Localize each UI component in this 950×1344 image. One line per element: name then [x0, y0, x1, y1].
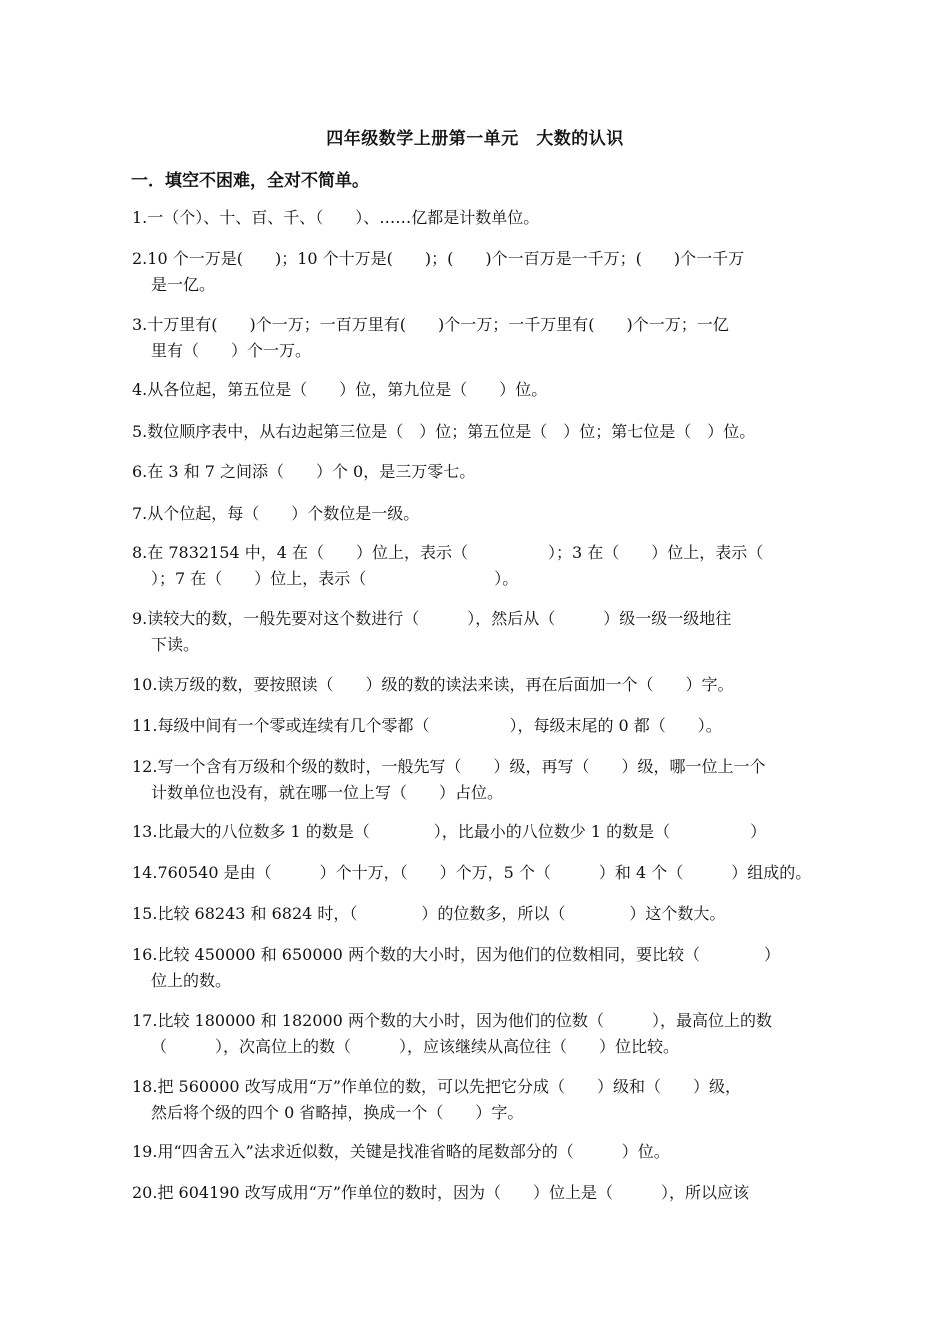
question-20: 20.把 604190 改写成用“万”作单位的数时，因为（ ）位上是（ ），所以应该 [132, 1183, 750, 1202]
question-2: 2.10 个一万是( )；10 个十万是( )；( )个一百万是一千万；( )个一千万 是一亿。 [132, 249, 745, 294]
question-9: 9.读较大的数，一般先要对这个数进行（ ），然后从（ ）级一级一级地往 下读。 [132, 609, 732, 654]
question-13: 13.比最大的八位数多 1 的数是（ ），比最小的八位数少 1 的数是（ ） [132, 822, 767, 841]
question-12: 12.写一个含有万级和个级的数时，一般先写（ ）级，再写（ ）级，哪一位上一个 计数单位也没有，就在哪一位上写（ ）占位。 [132, 757, 766, 802]
question-6: 6.在 3 和 7 之间添（ ）个 0，是三万零七。 [132, 462, 476, 481]
question-4: 4.从各位起，第五位是（ ）位，第九位是（ ）位。 [132, 380, 548, 399]
question-16: 16.比较 450000 和 650000 两个数的大小时，因为他们的位数相同，要比较（ ） 位上的数。 [132, 945, 780, 990]
page-title: 四年级数学上册第一单元 大数的认识 [326, 129, 624, 149]
question-18: 18.把 560000 改写成用“万”作单位的数，可以先把它分成（ ）级和（ ）级， 然后将个级的四个 0 省略掉，换成一个（ ）字。 [132, 1077, 742, 1122]
question-11: 11.每级中间有一个零或连续有几个零都（ ），每级末尾的 0 都（ ）。 [132, 716, 722, 735]
question-17: 17.比较 180000 和 182000 两个数的大小时，因为他们的位数（ ），最高位上的数 （ ），次高位上的数（ ），应该继续从高位往（ ）位比较。 [132, 1011, 772, 1056]
question-10: 10.读万级的数，要按照读（ ）级的数的读法来读，再在后面加一个（ ）字。 [132, 675, 734, 694]
question-8: 8.在 7832154 中，4 在（ ）位上，表示（ ）；3 在（ ）位上，表示（ ）；7 在（ ）位上，表示（ ）。 [132, 543, 764, 588]
question-15: 15.比较 68243 和 6824 时，（ ）的位数多，所以（ ）这个数大。 [132, 904, 726, 923]
question-19: 19.用“四舍五入”法求近似数，关键是找准省略的尾数部分的（ ）位。 [132, 1142, 670, 1161]
section-heading: 一．填空不困难，全对不简单。 [131, 171, 369, 191]
question-1: 1.一（个）、十、百、千、（ ）、……亿都是计数单位。 [132, 208, 540, 227]
question-5: 5.数位顺序表中，从右边起第三位是（ ）位；第五位是（ ）位；第七位是（ ）位。 [132, 422, 756, 441]
question-14: 14.760540 是由（ ）个十万，（ ）个万，5 个（ ）和 4 个（ ）组成的。 [132, 863, 812, 882]
question-7: 7.从个位起，每（ ）个数位是一级。 [132, 504, 420, 523]
question-3: 3.十万里有( )个一万；一百万里有( )个一万；一千万里有( )个一万；一亿 里有（ ）个一万。 [132, 315, 729, 360]
